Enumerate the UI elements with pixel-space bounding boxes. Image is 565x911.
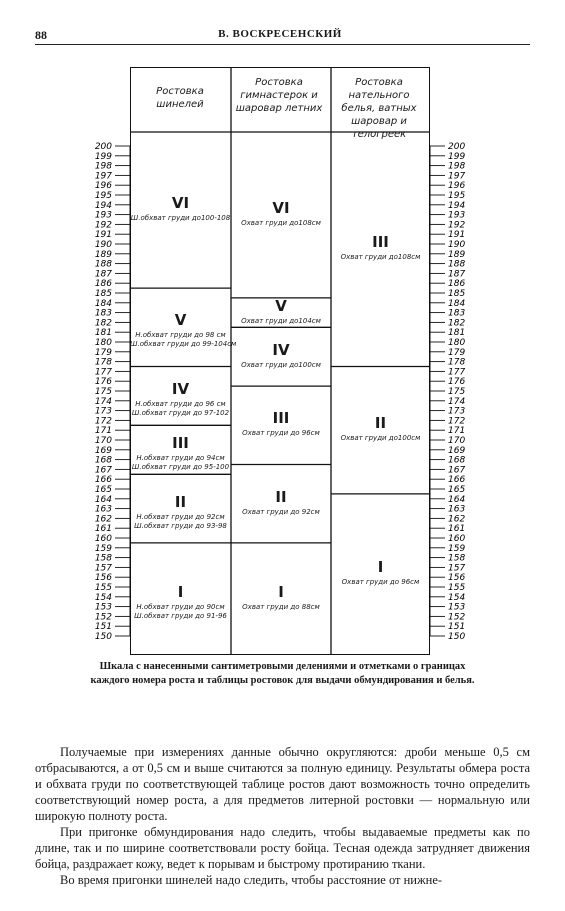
left-scale-label: 152: [94, 612, 112, 623]
left-scale-label: 158: [94, 553, 112, 564]
left-scale-label: 189: [94, 249, 112, 260]
left-scale-label: 150: [94, 632, 112, 642]
left-scale-label: 179: [94, 347, 112, 358]
right-scale-label: 180: [448, 338, 466, 348]
left-scale-label: 196: [94, 181, 112, 192]
right-scale-label: 189: [448, 249, 466, 260]
left-scale-label: 193: [94, 210, 112, 221]
col2-size-roman: I: [278, 582, 284, 601]
col1-chest-note: Н.обхват груди до 92см: [136, 512, 225, 521]
right-scale-label: 188: [448, 259, 466, 270]
right-scale-label: 191: [448, 230, 466, 241]
left-scale-label: 177: [94, 367, 112, 378]
left-scale-label: 199: [94, 151, 112, 162]
left-scale-label: 181: [94, 328, 112, 339]
right-scale-label: 190: [448, 240, 466, 250]
right-scale-label: 164: [448, 494, 466, 505]
right-scale-label: 193: [448, 210, 466, 221]
right-scale-label: 199: [448, 151, 466, 162]
right-scale-label: 185: [448, 289, 466, 299]
right-scale-label: 196: [448, 181, 466, 192]
right-scale-label: 167: [448, 465, 466, 476]
left-scale-label: 178: [94, 357, 112, 368]
right-scale-label: 194: [448, 200, 466, 211]
right-scale-label: 165: [448, 485, 466, 495]
right-scale-label: 159: [448, 543, 466, 554]
left-scale-label: 157: [94, 563, 112, 574]
left-scale-label: 161: [94, 524, 112, 535]
left-scale-label: 164: [94, 494, 112, 505]
left-scale-label: 166: [94, 475, 112, 486]
right-scale-label: 154: [448, 592, 466, 603]
right-scale-label: 174: [448, 396, 466, 407]
left-scale-label: 156: [94, 573, 112, 584]
right-scale-label: 183: [448, 308, 466, 319]
right-scale-label: 198: [448, 161, 466, 172]
left-scale-label: 182: [94, 318, 112, 329]
col1-chest-note: Ш.обхват груди до 95-100: [131, 462, 230, 471]
left-scale-label: 173: [94, 406, 112, 417]
left-scale-label: 198: [94, 161, 112, 172]
column-header-underwear: Ростовка нательного белья, ватных шаровар и телогреек: [341, 77, 417, 140]
col1-chest-note: Ш.обхват груди до 99-104см: [130, 340, 237, 349]
right-scale-label: 175: [448, 387, 466, 397]
right-scale-label: 176: [448, 377, 466, 388]
left-scale-label: 154: [94, 592, 112, 603]
left-scale-label: 176: [94, 377, 112, 388]
right-scale-label: 163: [448, 504, 466, 515]
right-scale-label: 171: [448, 426, 466, 437]
left-scale-label: 151: [94, 622, 112, 633]
left-scale-label: 175: [94, 387, 112, 397]
right-scale-label: 153: [448, 602, 466, 613]
left-scale-label: 163: [94, 504, 112, 515]
col1-size-roman: IV: [171, 379, 190, 398]
col1-size-roman: VI: [171, 194, 190, 213]
right-scale-label: 195: [448, 191, 466, 201]
left-scale-label: 170: [94, 436, 112, 446]
left-scale-label: 167: [94, 465, 112, 476]
left-scale-label: 183: [94, 308, 112, 319]
right-scale-label: 187: [448, 269, 466, 280]
column-header-tunics: Ростовка гимнастерок и шаровар летних: [235, 77, 323, 114]
left-scale-label: 192: [94, 220, 112, 231]
col2-size-roman: V: [275, 296, 287, 315]
col2-chest-note: Охват груди до 96см: [242, 429, 320, 438]
paragraph-3: Во время пригонки шинелей надо следить, чтобы расстояние от нижне-: [60, 873, 443, 887]
left-scale-label: 185: [94, 289, 112, 299]
col1-size-roman: III: [172, 433, 189, 452]
left-scale-label: 200: [94, 142, 112, 152]
right-scale-label: 178: [448, 357, 466, 368]
left-scale-label: 187: [94, 269, 112, 280]
figure-caption: Шкала с нанесенными сантиметровыми делениями и отметками о границах каждого номера роста и таблицы ростовок для выдачи обмундирования и белья.: [90, 661, 475, 686]
right-scale-label: 166: [448, 475, 466, 486]
right-scale-label: 177: [448, 367, 466, 378]
right-scale-label: 156: [448, 573, 466, 584]
col1-chest-note: Ш.обхват груди до100-108: [130, 214, 231, 223]
col2-size-roman: VI: [272, 198, 290, 217]
left-scale-label: 197: [94, 171, 112, 182]
paragraph-1: Получаемые при измерениях данные обычно округляются: дроби меньше 0,5 см отбрасываются, а от 0,5 см и выше считаются за полную единицу. Результаты обмера роста и обхвата груди по соответствующей таблице ростов дают возможность точно определить соответствующий номер роста, а для предметов литерной ростовки — нормальную или широкую полноту роста.: [35, 745, 530, 823]
col1-size-roman: II: [174, 492, 187, 511]
left-scale-label: 169: [94, 445, 112, 456]
right-scale-label: 173: [448, 406, 466, 417]
right-scale-label: 169: [448, 445, 466, 456]
right-scale-label: 184: [448, 298, 466, 309]
left-scale-label: 171: [94, 426, 112, 437]
right-scale-label: 200: [448, 142, 466, 152]
body-text: [35, 744, 530, 888]
right-scale-label: 168: [448, 455, 466, 466]
col2-size-roman: III: [272, 409, 290, 428]
left-scale-label: 159: [94, 543, 112, 554]
running-title: В. ВОСКРЕСЕНСКИЙ: [218, 28, 342, 40]
left-scale-label: 190: [94, 240, 112, 250]
col2-chest-note: Охват груди до104см: [241, 316, 321, 325]
left-scale-label: 168: [94, 455, 112, 466]
left-scale-label: 162: [94, 514, 112, 525]
col1-chest-note: Н.обхват груди до 90см: [136, 602, 225, 611]
right-scale-label: 152: [448, 612, 466, 623]
right-scale-label: 160: [448, 534, 466, 544]
left-scale-label: 153: [94, 602, 112, 613]
left-scale-label: 155: [94, 583, 112, 593]
col3-size-roman: I: [377, 558, 384, 577]
paragraph-2: При пригонке обмундирования надо следить, чтобы выдаваемые предметы как по длине, так и по ширине соответствовали росту бойца. Тесная одежда затрудняет движения бойца, раздражает кожу, ведет к порывам и быстрому протиранию ткани.: [35, 825, 530, 871]
right-scale-label: 151: [448, 622, 466, 633]
left-scale-label: 186: [94, 279, 112, 290]
right-scale-label: 161: [448, 524, 466, 535]
col2-chest-note: Охват груди до108см: [241, 218, 321, 227]
col3-chest-note: Охват груди до108см: [340, 253, 421, 262]
right-scale-label: 170: [448, 436, 466, 446]
col1-size-roman: V: [174, 311, 187, 330]
col3-size-roman: II: [374, 414, 387, 433]
col1-chest-note: Ш.обхват груди до 91-96: [134, 611, 227, 620]
col1-chest-note: Ш.обхват груди до 93-98: [134, 521, 227, 530]
right-scale-label: 150: [448, 632, 466, 642]
right-scale-label: 197: [448, 171, 466, 182]
right-scale-label: 179: [448, 347, 466, 358]
left-scale-label: 191: [94, 230, 112, 241]
col2-size-roman: II: [275, 487, 287, 506]
col2-chest-note: Охват груди до 92см: [242, 507, 320, 516]
col1-size-roman: I: [177, 582, 184, 601]
col2-chest-note: Охват груди до 88см: [242, 602, 320, 611]
left-scale-label: 194: [94, 200, 112, 211]
left-scale-label: 195: [94, 191, 112, 201]
col3-size-roman: III: [372, 233, 389, 252]
col1-chest-note: Н.обхват груди до 96 см: [135, 399, 226, 408]
left-scale-label: 184: [94, 298, 112, 309]
col2-chest-note: Охват груди до100см: [241, 360, 321, 369]
col3-chest-note: Охват груди до 96см: [341, 578, 420, 587]
column-header-coats: Ростовка шинелей: [156, 86, 204, 110]
col1-chest-note: Н.обхват груди до 94см: [136, 453, 225, 462]
left-scale-label: 188: [94, 259, 112, 270]
page-number: 88: [35, 28, 47, 42]
right-scale-label: 158: [448, 553, 466, 564]
col2-size-roman: IV: [272, 340, 290, 359]
col1-chest-note: Н.обхват груди до 98 см: [135, 331, 226, 340]
left-scale-label: 172: [94, 416, 112, 427]
left-scale-label: 165: [94, 485, 112, 495]
col3-chest-note: Охват груди до100см: [340, 434, 421, 443]
left-scale-label: 180: [94, 338, 112, 348]
right-scale-label: 155: [448, 583, 466, 593]
right-scale-label: 186: [448, 279, 466, 290]
right-scale-label: 181: [448, 328, 466, 339]
left-scale-label: 160: [94, 534, 112, 544]
right-scale-label: 172: [448, 416, 466, 427]
col1-chest-note: Ш.обхват груди до 97-102: [131, 408, 230, 417]
right-scale-label: 162: [448, 514, 466, 525]
right-scale-label: 157: [448, 563, 466, 574]
right-scale-label: 192: [448, 220, 466, 231]
right-scale-label: 182: [448, 318, 466, 329]
left-scale-label: 174: [94, 396, 112, 407]
